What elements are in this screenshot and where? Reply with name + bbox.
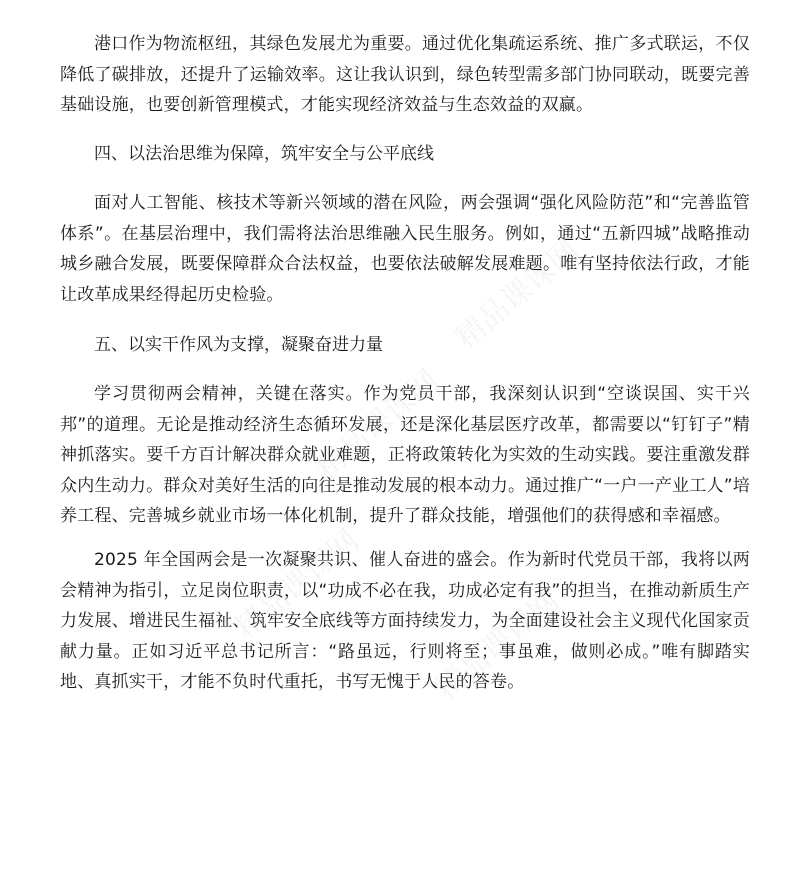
section-heading-four: 四、以法治思维为保障，筑牢安全与公平底线	[94, 144, 434, 164]
paragraph-practical-action: 学习贯彻两会精神，关键在落实。作为党员干部，我深刻认识到“空谈误国、实干兴邦”的道理。无论是推动经济生态循环发展，还是深化基层医疗改革，都需要以“钉钉子”精神抓落实。要千方百计解决群众就业难题，正将政策转化为实效的生动实践。要注重激发群众内生动力。群众对美好生活的向往是推动发展的根本动力。通过推广“一户一产业工人”培养工程、完善城乡就业市场一体化机制，提升了群众技能，增强他们的获得感和幸福感。	[60, 384, 750, 526]
section-heading-five: 五、以实干作风为支撑，凝聚奋进力量	[94, 335, 383, 355]
paragraph-conclusion: 2025 年全国两会是一次凝聚共识、催人奋进的盛会。作为新时代党员干部，我将以两会精神为指引，立足岗位职责，以“功成不必在我，功成必定有我”的担当，在推动新质生产力发展、增进民生福祉、筑牢安全底线等方面持续发力，为全面建设社会主义现代化国家贡献力量。正如习近平总书记所言：“路虽远，行则将至；事虽难，做则必成。”唯有脚踏实地、真抓实干，才能不负时代重托，书写无愧于人民的答卷。	[60, 550, 750, 692]
paragraph-rule-of-law: 面对人工智能、核技术等新兴领域的潜在风险，两会强调“强化风险防范”和“完善监管体系”。在基层治理中，我们需将法治思维融入民生服务。例如，通过“五新四城”战略推动城乡融合发展，既要保障群众合法权益，也要依法破解发展难题。唯有坚持依法行政，才能让改革成果经得起历史检验。	[60, 193, 750, 305]
paragraph-port-green-development: 港口作为物流枢纽，其绿色发展尤为重要。通过优化集疏运系统、推广多式联运，不仅降低了碳排放，还提升了运输效率。这让我认识到，绿色转型需多部门协同联动，既要完善基础设施，也要创新管理模式，才能实现经济效益与生态效益的双赢。	[60, 34, 750, 115]
